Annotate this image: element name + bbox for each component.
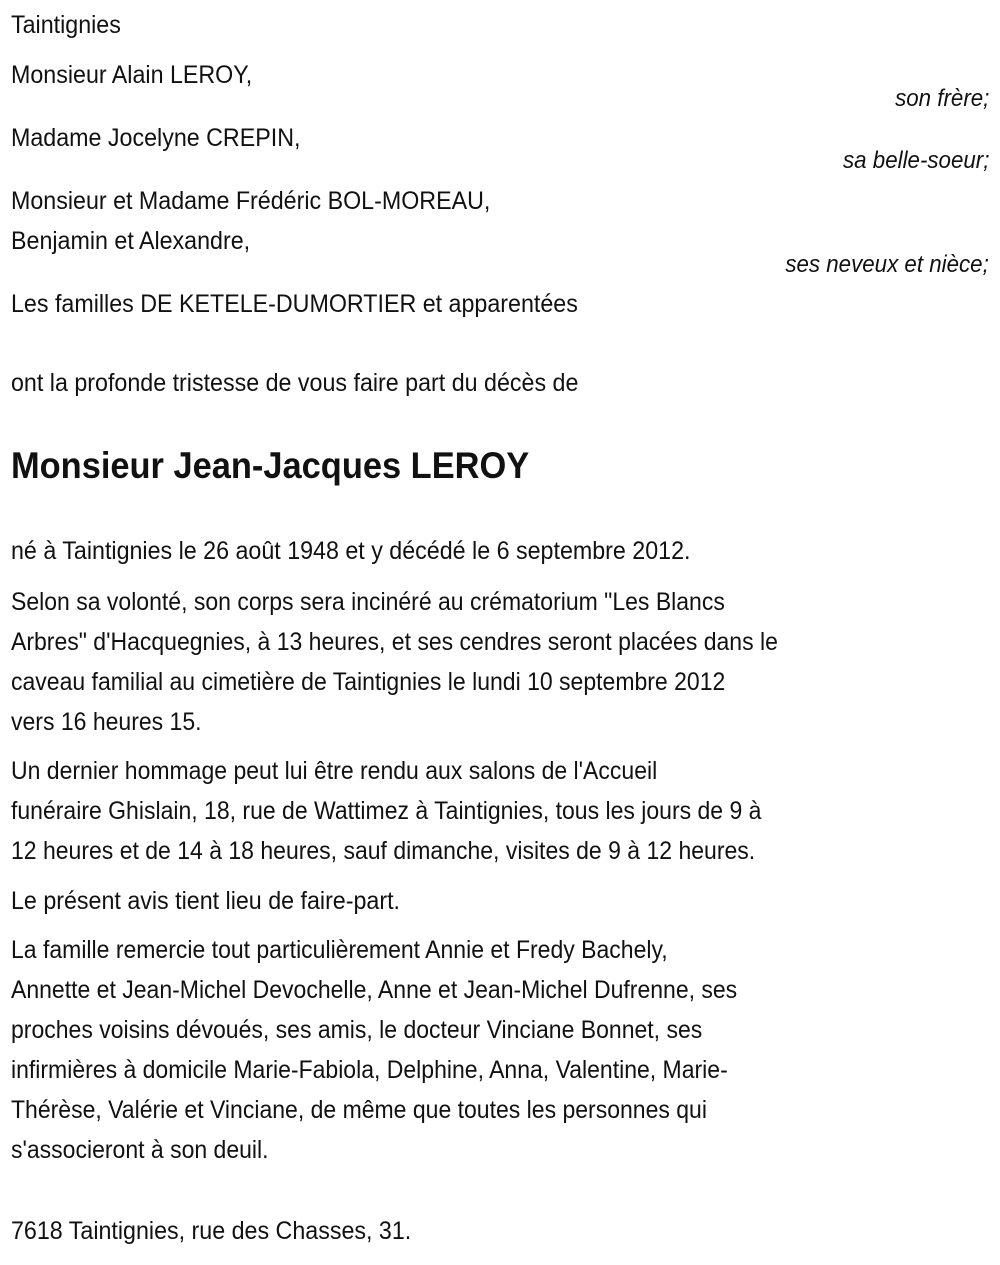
paragraph-line: infirmières à domicile Marie-Fabiola, Delphine, Anna, Valentine, Marie- [11,1056,728,1084]
family-member-name: Madame Jocelyne CREPIN, [11,124,301,152]
paragraph-line: La famille remercie tout particulièrement Annie et Fredy Bachely, [11,936,668,964]
notice-statement: Le présent avis tient lieu de faire-part. [11,887,401,915]
paragraph-line: proches voisins dévoués, ses amis, le docteur Vinciane Bonnet, ses [11,1016,703,1044]
homage-paragraph [11,751,995,871]
announcement-text: ont la profonde tristesse de vous faire part du décès de [11,369,579,397]
birth-death-text: né à Taintignies le 26 août 1948 et y décédé le 6 septembre 2012. [11,537,691,565]
cremation-paragraph [11,582,995,742]
thanks-paragraph [11,930,995,1170]
family-member-name: Les familles DE KETELE-DUMORTIER et apparentées [11,290,578,318]
family-relation: sa belle-soeur; [842,147,989,174]
paragraph-line: Thérèse, Valérie et Vinciane, de même que toutes les personnes qui [11,1096,707,1124]
paragraph-line: funéraire Ghislain, 18, rue de Wattimez à Taintignies, tous les jours de 9 à [11,797,762,825]
paragraph-line: Un dernier hommage peut lui être rendu aux salons de l'Accueil [11,757,658,785]
family-member-name: Monsieur Alain LEROY, [11,61,253,89]
place-heading: Taintignies [11,11,121,39]
family-relation: ses neveux et nièce; [785,251,989,278]
paragraph-line: Annette et Jean-Michel Devochelle, Anne et Jean-Michel Dufrenne, ses [11,976,738,1004]
paragraph-line: Arbres" d'Hacquegnies, à 13 heures, et ses cendres seront placées dans le [11,628,778,656]
paragraph-line: 12 heures et de 14 à 18 heures, sauf dimanche, visites de 9 à 12 heures. [11,837,756,865]
paragraph-line: caveau familial au cimetière de Taintignies le lundi 10 septembre 2012 [11,668,726,696]
paragraph-line: Selon sa volonté, son corps sera incinéré au crématorium "Les Blancs [11,588,725,616]
family-address: 7618 Taintignies, rue des Chasses, 31. [11,1217,412,1245]
paragraph-line: vers 16 heures 15. [11,708,202,736]
family-relation: son frère; [894,85,989,112]
paragraph-line: s'associeront à son deuil. [11,1136,269,1164]
family-member-name: Monsieur et Madame Frédéric BOL-MOREAU, [11,187,491,215]
deceased-name: Monsieur Jean-Jacques LEROY [11,445,530,486]
family-member-name: Benjamin et Alexandre, [11,227,251,255]
